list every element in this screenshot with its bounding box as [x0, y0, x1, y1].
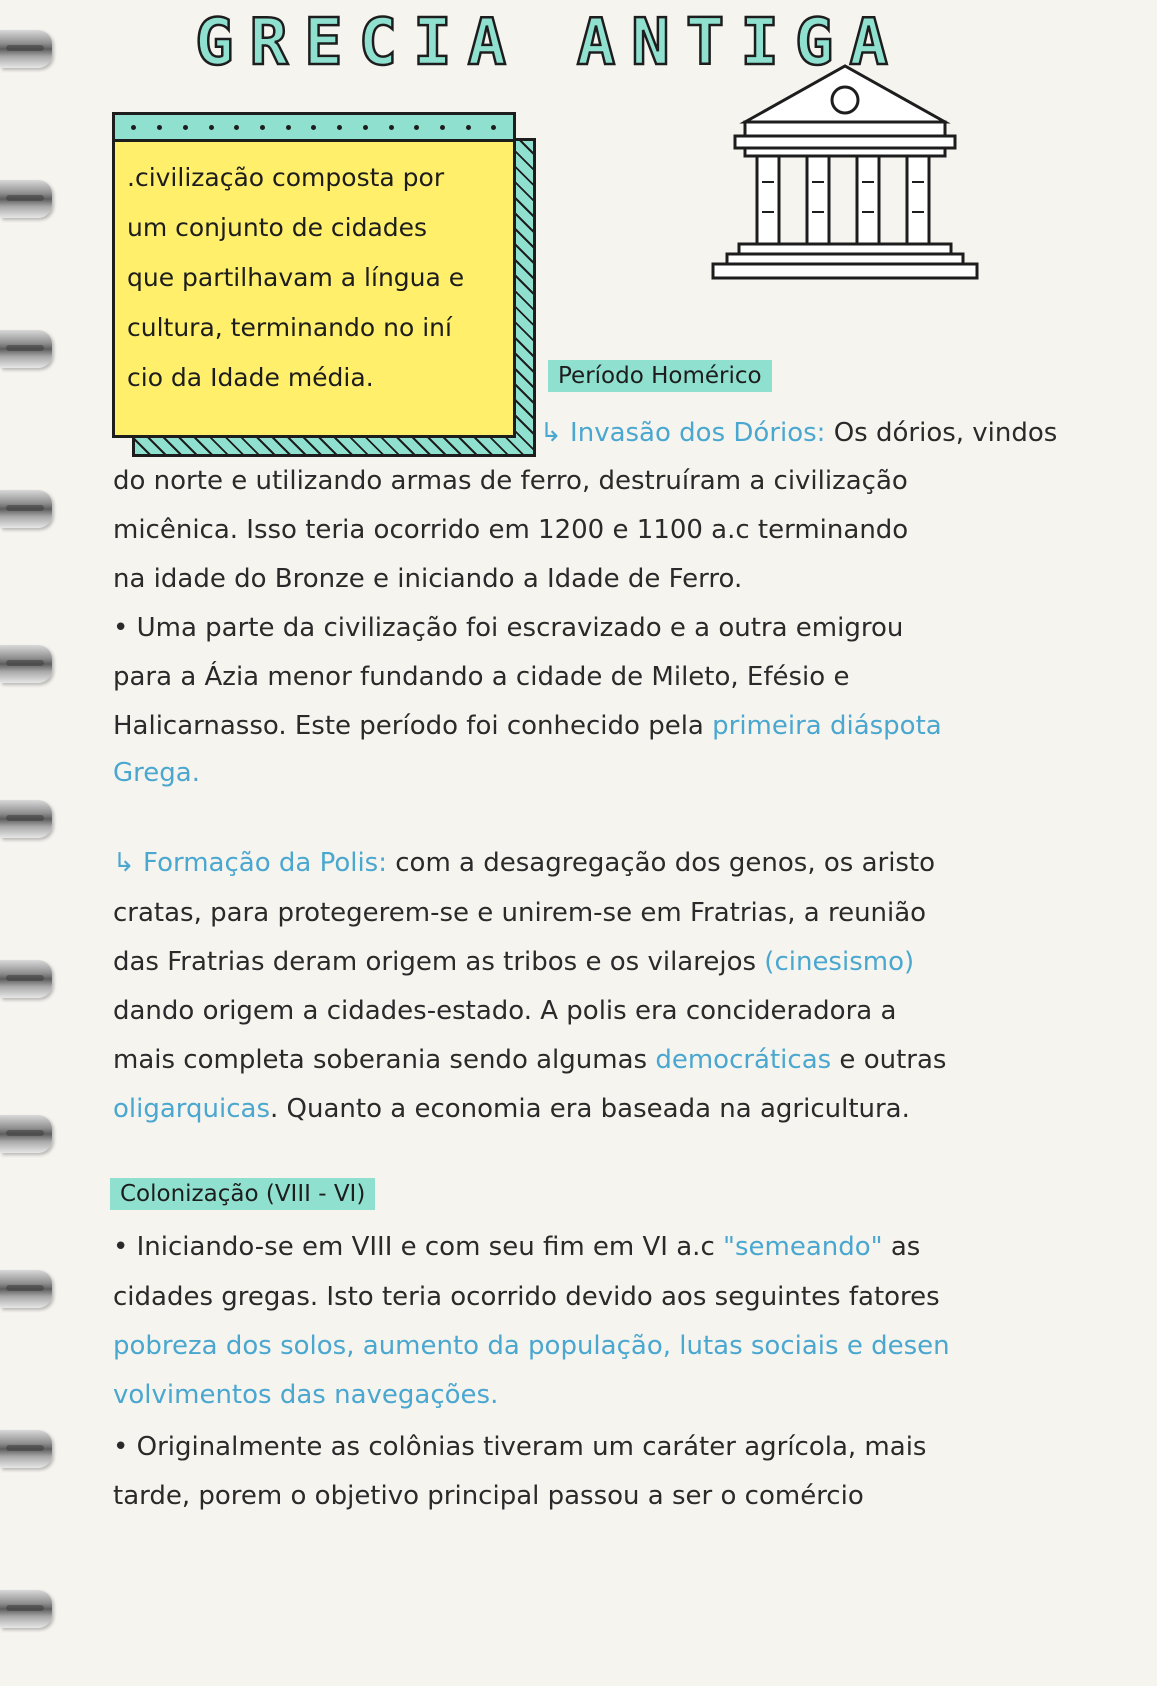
- intro-line: cio da Idade média.: [127, 363, 374, 392]
- highlight-term: democráticas: [655, 1045, 832, 1075]
- text-line: • Originalmente as colônias tiveram um caráter agrícola, mais: [113, 1432, 927, 1462]
- spiral-ring: [0, 960, 52, 998]
- section-heading-colonizacao: Colonização (VIII - VI): [110, 1178, 375, 1210]
- spiral-ring: [0, 1270, 52, 1308]
- text-span: com a desagregação dos genos, os aristo: [387, 848, 936, 878]
- intro-line: cultura, terminando no iní: [127, 313, 452, 342]
- section-heading-periodo: Período Homérico: [548, 360, 772, 392]
- spiral-ring: [0, 800, 52, 838]
- text-line: [113, 711, 942, 741]
- highlight-term: Grega.: [113, 758, 200, 788]
- text-line: [113, 1094, 910, 1124]
- spiral-binding: [0, 0, 60, 1686]
- highlight-term: primeira diáspota: [712, 711, 942, 741]
- page-title: GRECIA ANTIGA: [195, 6, 904, 80]
- text-span: Halicarnasso. Este período foi conhecido pela: [113, 711, 713, 741]
- card-dotted-strip: [115, 115, 513, 142]
- intro-box: [112, 112, 516, 438]
- spiral-ring: [0, 645, 52, 683]
- text-span: mais completa soberania sendo algumas: [113, 1045, 656, 1075]
- intro-line: um conjunto de cidades: [127, 213, 428, 242]
- text-line: tarde, porem o objetivo principal passou a ser o comércio: [113, 1481, 864, 1511]
- spiral-ring: [0, 1590, 52, 1628]
- text-line: dando origem a cidades-estado. A polis era concideradora a: [113, 996, 897, 1026]
- spiral-ring: [0, 330, 52, 368]
- text-span: Os dórios, vindos: [825, 418, 1058, 448]
- highlight-term: oligarquicas: [113, 1094, 271, 1124]
- text-line: na idade do Bronze e iniciando a Idade de Ferro.: [113, 564, 743, 594]
- subheading-polis: ↳ Formação da Polis:: [113, 848, 387, 878]
- text-line: [113, 947, 914, 977]
- highlight-term: (cinesismo): [764, 947, 915, 977]
- text-line: [113, 1232, 920, 1262]
- text-span: as: [882, 1232, 921, 1262]
- text-line: [113, 1045, 946, 1075]
- highlight-term: "semeando": [723, 1232, 883, 1262]
- spiral-ring: [0, 1430, 52, 1468]
- temple-icon: [705, 52, 1005, 292]
- subheading-invasao: ↳ Invasão dos Dórios:: [540, 418, 826, 448]
- text-span: das Fratrias deram origem as tribos e os vilarejos: [113, 947, 765, 977]
- text-line: [113, 848, 935, 878]
- text-line: para a Ázia menor fundando a cidade de Mileto, Efésio e: [113, 662, 850, 692]
- spiral-ring: [0, 1115, 52, 1153]
- text-span: e outras: [831, 1045, 947, 1075]
- text-line: do norte e utilizando armas de ferro, destruíram a civilização: [113, 466, 908, 496]
- highlight-term: volvimentos das navegações.: [113, 1380, 499, 1410]
- intro-line: .civilização composta por: [127, 163, 445, 192]
- text-line: cidades gregas. Isto teria ocorrido devido aos seguintes fatores: [113, 1282, 940, 1312]
- highlight-term: pobreza dos solos, aumento da população, lutas sociais e desen: [113, 1331, 950, 1361]
- spiral-ring: [0, 30, 52, 68]
- intro-line: que partilhavam a língua e: [127, 263, 465, 292]
- text-line: [540, 418, 1057, 448]
- spiral-ring: [0, 180, 52, 218]
- text-line: • Uma parte da civilização foi escravizado e a outra emigrou: [113, 613, 904, 643]
- text-span: • Iniciando-se em VIII e com seu fim em VI a.c: [113, 1232, 723, 1262]
- spiral-ring: [0, 490, 52, 528]
- text-span: . Quanto a economia era baseada na agricultura.: [270, 1094, 910, 1124]
- text-line: cratas, para protegerem-se e unirem-se em Fratrias, a reunião: [113, 898, 927, 928]
- text-line: micênica. Isso teria ocorrido em 1200 e 1100 a.c terminando: [113, 515, 909, 545]
